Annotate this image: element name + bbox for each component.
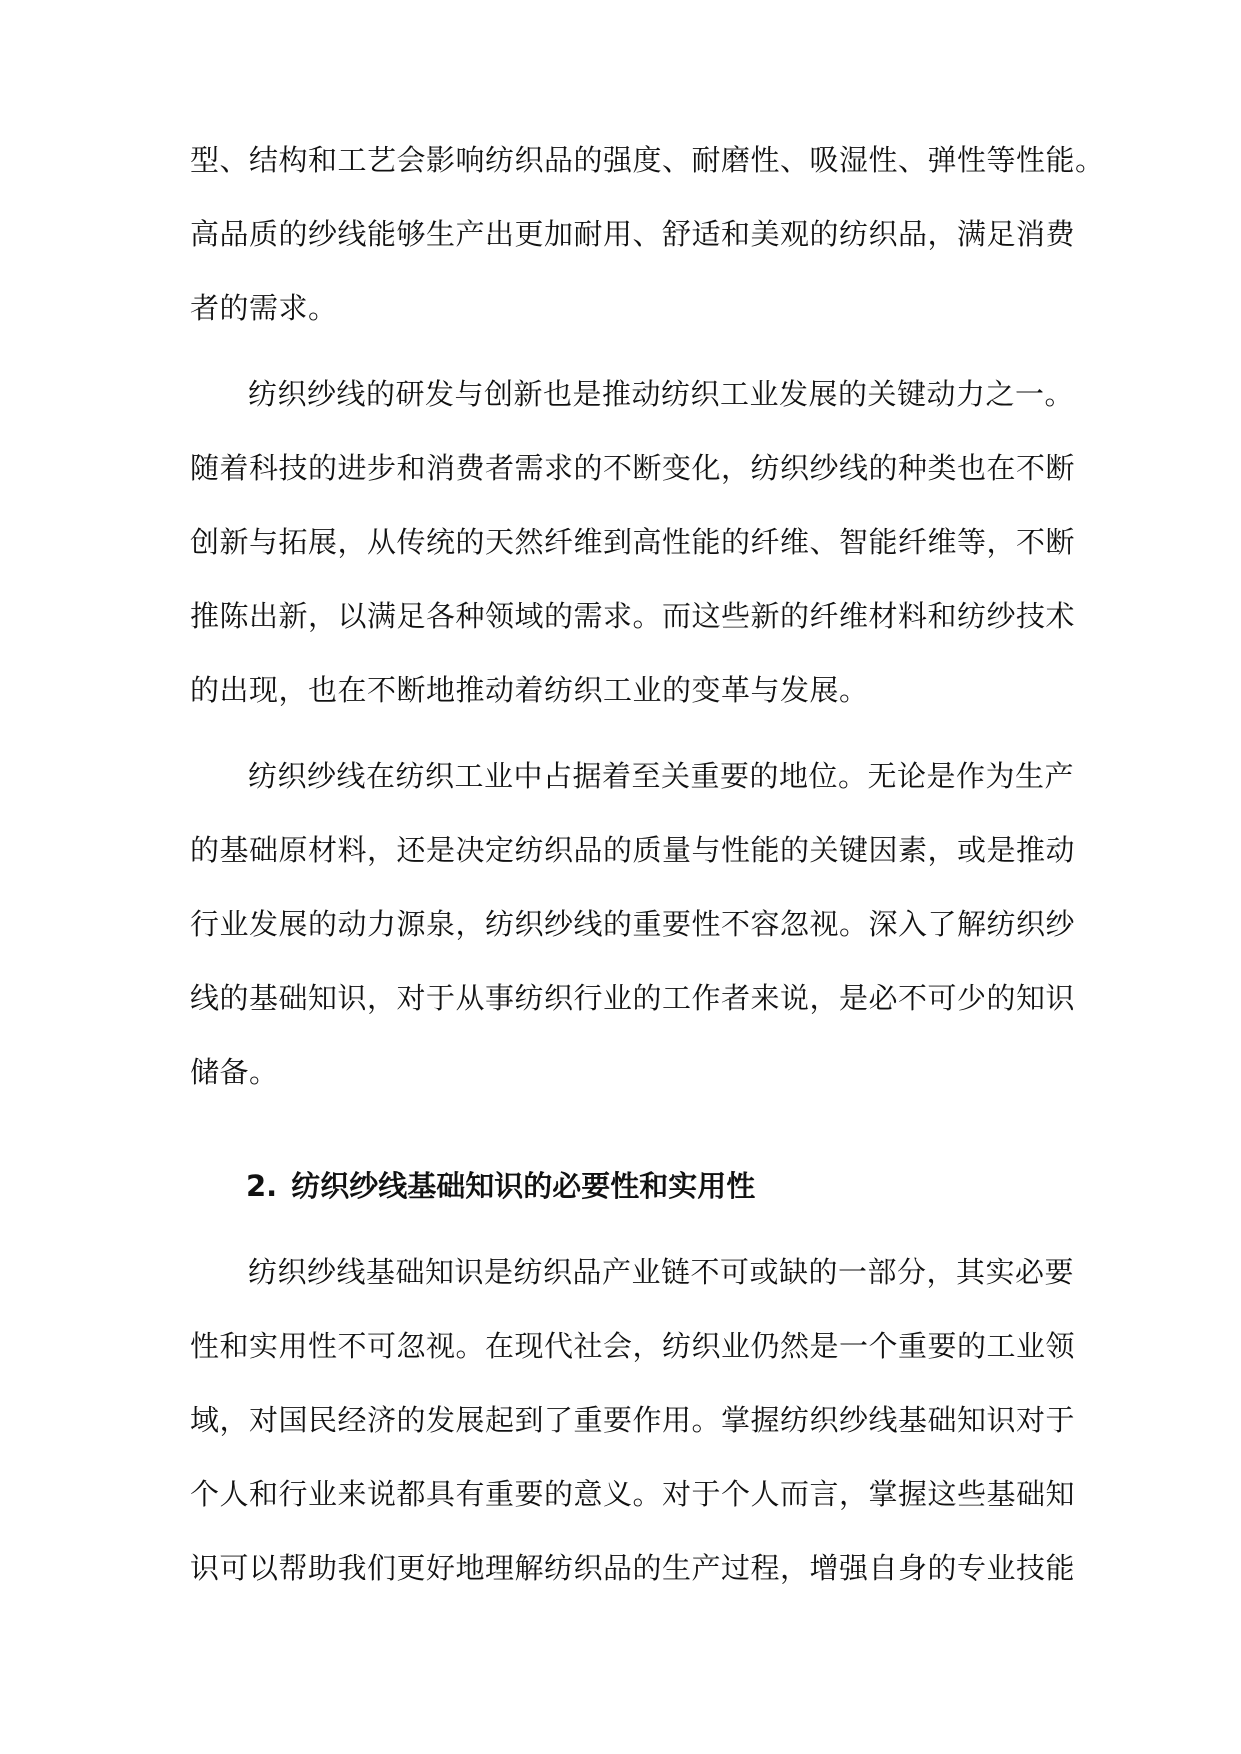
paragraph-3-line-1: 纺织纱线在纺织工业中占据着至关重要的地位。无论是作为生产 (248, 759, 1075, 793)
paragraph-2-line-4: 推陈出新，以满足各种领域的需求。而这些新的纤维材料和纺纱技术 (190, 599, 1076, 633)
paragraph-3-line-3: 行业发展的动力源泉，纺织纱线的重要性不容忽视。深入了解纺织纱 (190, 907, 1076, 941)
section-paragraph-line-4: 个人和行业来说都具有重要的意义。对于个人而言，掌握这些基础知 (190, 1477, 1076, 1511)
paragraph-3-line-4: 线的基础知识，对于从事纺织行业的工作者来说，是必不可少的知识 (190, 981, 1076, 1015)
section-title: 纺织纱线基础知识的必要性和实用性 (291, 1169, 756, 1203)
paragraph-2-line-2: 随着科技的进步和消费者需求的不断变化，纺织纱线的种类也在不断 (190, 451, 1076, 485)
paragraph-2-line-1: 纺织纱线的研发与创新也是推动纺织工业发展的关键动力之一。 (248, 377, 1075, 411)
section-heading (246, 1168, 755, 1204)
section-paragraph-line-2: 性和实用性不可忽视。在现代社会，纺织业仍然是一个重要的工业领 (190, 1329, 1076, 1363)
paragraph-1-line-1: 型、结构和工艺会影响纺织品的强度、耐磨性、吸湿性、弹性等性能。 (190, 143, 1105, 177)
section-paragraph-line-5: 识可以帮助我们更好地理解纺织品的生产过程，增强自身的专业技能 (190, 1551, 1076, 1585)
section-paragraph-line-3: 域，对国民经济的发展起到了重要作用。掌握纺织纱线基础知识对于 (190, 1403, 1076, 1437)
paragraph-2-line-3: 创新与拓展，从传统的天然纤维到高性能的纤维、智能纤维等，不断 (190, 525, 1076, 559)
section-paragraph-line-1: 纺织纱线基础知识是纺织品产业链不可或缺的一部分，其实必要 (248, 1255, 1075, 1289)
paragraph-3-line-2: 的基础原材料，还是决定纺织品的质量与性能的关键因素，或是推动 (190, 833, 1076, 867)
paragraph-1-line-2: 高品质的纱线能够生产出更加耐用、舒适和美观的纺织品，满足消费 (190, 217, 1076, 251)
paragraph-1-line-3: 者的需求。 (190, 291, 338, 325)
paragraph-2-line-5: 的出现，也在不断地推动着纺织工业的变革与发展。 (190, 673, 869, 707)
paragraph-3-line-5: 储备。 (190, 1055, 279, 1089)
section-number: 2. (246, 1169, 278, 1203)
